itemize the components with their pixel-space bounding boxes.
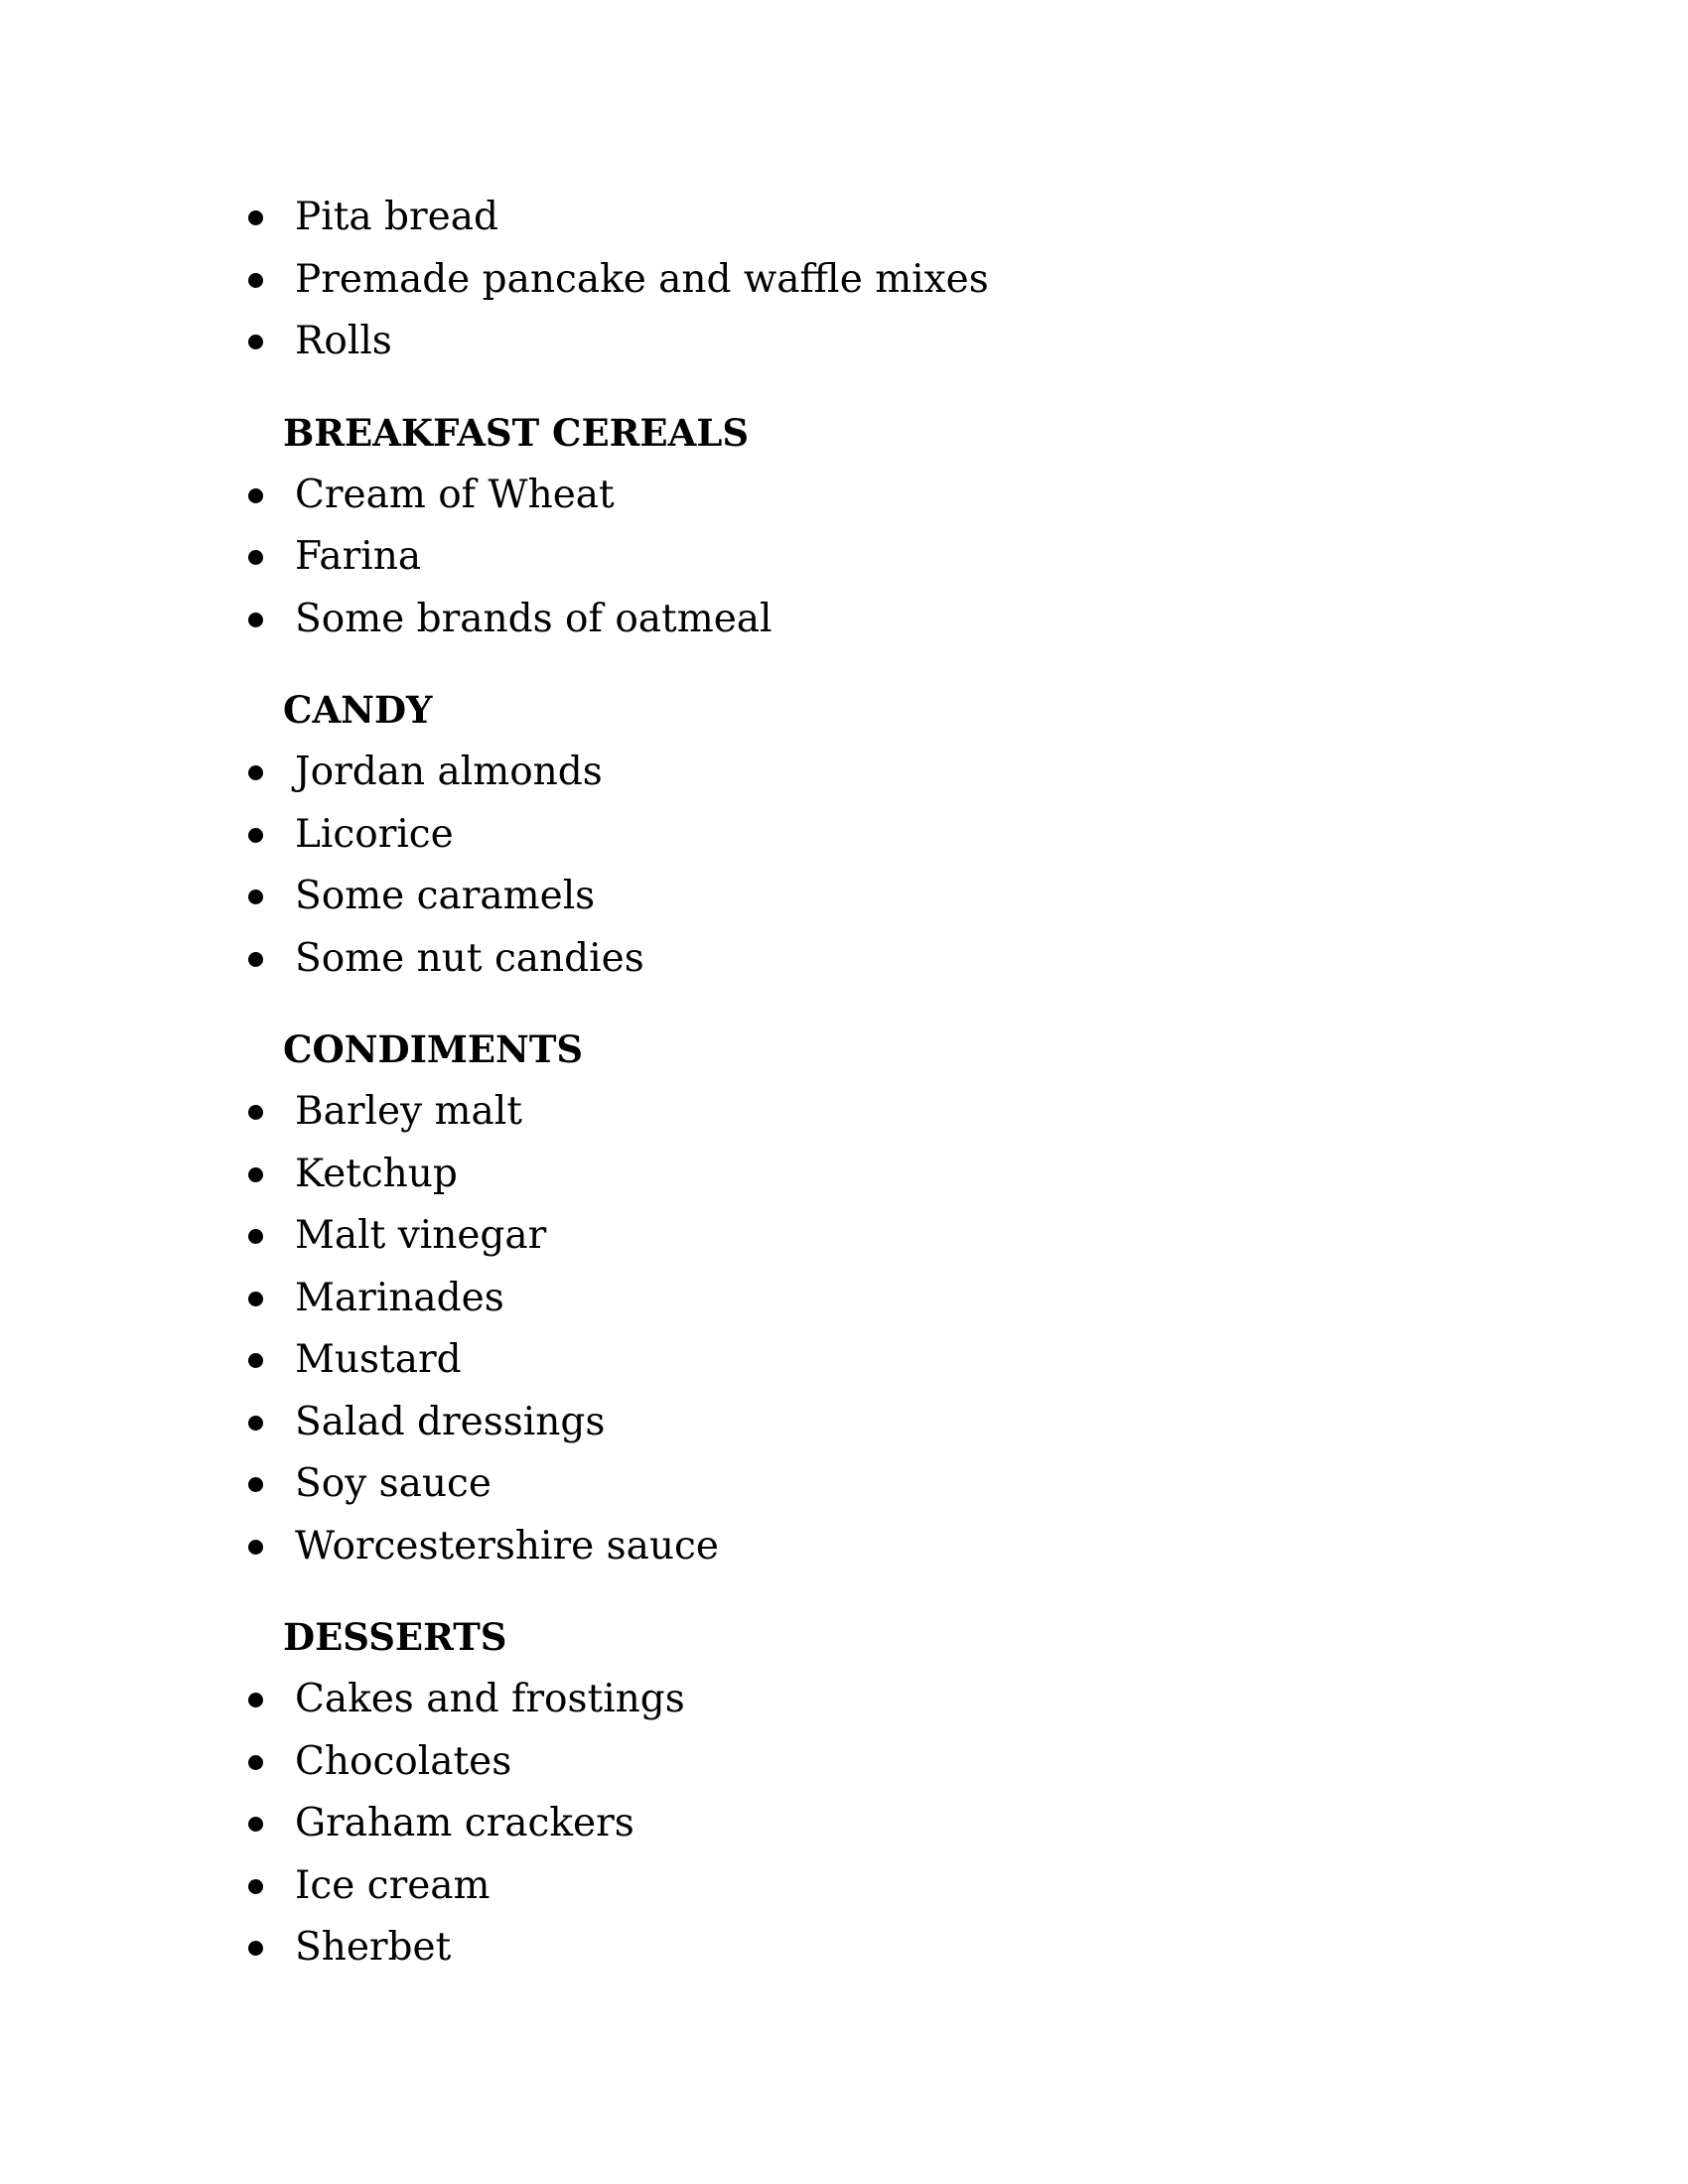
bullet-icon bbox=[248, 1477, 263, 1492]
list-item-text: Marinades bbox=[295, 1275, 504, 1320]
bullet-icon bbox=[248, 1755, 263, 1770]
list-item bbox=[238, 249, 1430, 312]
section-heading-candy: CANDY bbox=[283, 688, 433, 732]
bullet-icon bbox=[248, 1292, 263, 1306]
list-item-text: Ice cream bbox=[295, 1862, 491, 1908]
bullet-icon bbox=[248, 1353, 263, 1368]
bullet-icon bbox=[248, 1941, 263, 1956]
list-item-text: Rolls bbox=[295, 319, 392, 363]
bullet-icon bbox=[248, 1229, 263, 1244]
list-item-text: Cream of Wheat bbox=[295, 472, 615, 517]
list-condiments bbox=[238, 1081, 1430, 1577]
bullet-icon bbox=[248, 1105, 263, 1120]
bullet-icon bbox=[248, 1540, 263, 1555]
list-item-text: Chocolates bbox=[295, 1738, 512, 1784]
bullet-icon bbox=[248, 952, 263, 967]
bullet-icon bbox=[248, 828, 263, 843]
list-item bbox=[238, 589, 1430, 651]
list-breakfast-cereals bbox=[238, 465, 1430, 651]
list-item-text: Jordan almonds bbox=[295, 750, 603, 794]
list-bread-items bbox=[238, 187, 1430, 373]
list-item bbox=[238, 465, 1430, 527]
list-item bbox=[238, 804, 1430, 867]
bullet-icon bbox=[248, 765, 263, 780]
list-item bbox=[238, 1793, 1430, 1855]
section-heading-breakfast-cereals: BREAKFAST CEREALS bbox=[283, 410, 750, 455]
bullet-icon bbox=[248, 210, 263, 225]
list-item bbox=[238, 1205, 1430, 1268]
list-item bbox=[238, 1329, 1430, 1392]
list-item-text: Sherbet bbox=[295, 1925, 452, 1970]
list-item bbox=[238, 928, 1430, 991]
list-item-text: Worcestershire sauce bbox=[295, 1523, 719, 1569]
list-item bbox=[238, 187, 1430, 249]
list-item bbox=[238, 1855, 1430, 1918]
section-heading-condiments: CONDIMENTS bbox=[283, 1027, 584, 1071]
list-item-text: Licorice bbox=[295, 811, 454, 857]
list-item bbox=[238, 866, 1430, 928]
bullet-icon bbox=[248, 335, 263, 349]
list-item bbox=[238, 526, 1430, 589]
bullet-icon bbox=[248, 1167, 263, 1182]
list-item-text: Some nut candies bbox=[295, 935, 644, 981]
list-item bbox=[238, 1917, 1430, 1979]
list-item-text: Pita bread bbox=[295, 195, 498, 239]
list-candy bbox=[238, 742, 1430, 990]
list-item-text: Graham crackers bbox=[295, 1801, 634, 1845]
list-item-text: Barley malt bbox=[295, 1089, 522, 1134]
list-item bbox=[238, 1453, 1430, 1516]
bullet-icon bbox=[248, 1879, 263, 1894]
bullet-icon bbox=[248, 273, 263, 288]
list-desserts bbox=[238, 1669, 1430, 1979]
list-item bbox=[238, 1669, 1430, 1731]
bullet-icon bbox=[248, 1416, 263, 1431]
list-item-text: Ketchup bbox=[295, 1151, 458, 1196]
section-heading-desserts: DESSERTS bbox=[283, 1615, 507, 1659]
list-item-text: Some caramels bbox=[295, 874, 596, 918]
list-item bbox=[238, 1392, 1430, 1454]
list-item-text: Soy sauce bbox=[295, 1461, 492, 1506]
list-item-text: Cakes and frostings bbox=[295, 1677, 685, 1721]
list-item-text: Farina bbox=[295, 534, 422, 579]
list-item bbox=[238, 1144, 1430, 1206]
list-item bbox=[238, 1516, 1430, 1578]
document-content bbox=[238, 187, 1430, 1979]
bullet-icon bbox=[248, 613, 263, 627]
list-item bbox=[238, 1268, 1430, 1330]
list-item bbox=[238, 742, 1430, 804]
bullet-icon bbox=[248, 550, 263, 565]
bullet-icon bbox=[248, 1693, 263, 1707]
list-item-text: Some brands of oatmeal bbox=[295, 596, 773, 641]
list-item bbox=[238, 1081, 1430, 1144]
bullet-icon bbox=[248, 1817, 263, 1832]
bullet-icon bbox=[248, 488, 263, 503]
list-item-text: Malt vinegar bbox=[295, 1213, 547, 1258]
list-item bbox=[238, 311, 1430, 373]
list-item-text: Premade pancake and waffle mixes bbox=[295, 256, 989, 302]
list-item-text: Salad dressings bbox=[295, 1399, 606, 1444]
list-item bbox=[238, 1731, 1430, 1794]
bullet-icon bbox=[248, 889, 263, 904]
list-item-text: Mustard bbox=[295, 1337, 462, 1382]
